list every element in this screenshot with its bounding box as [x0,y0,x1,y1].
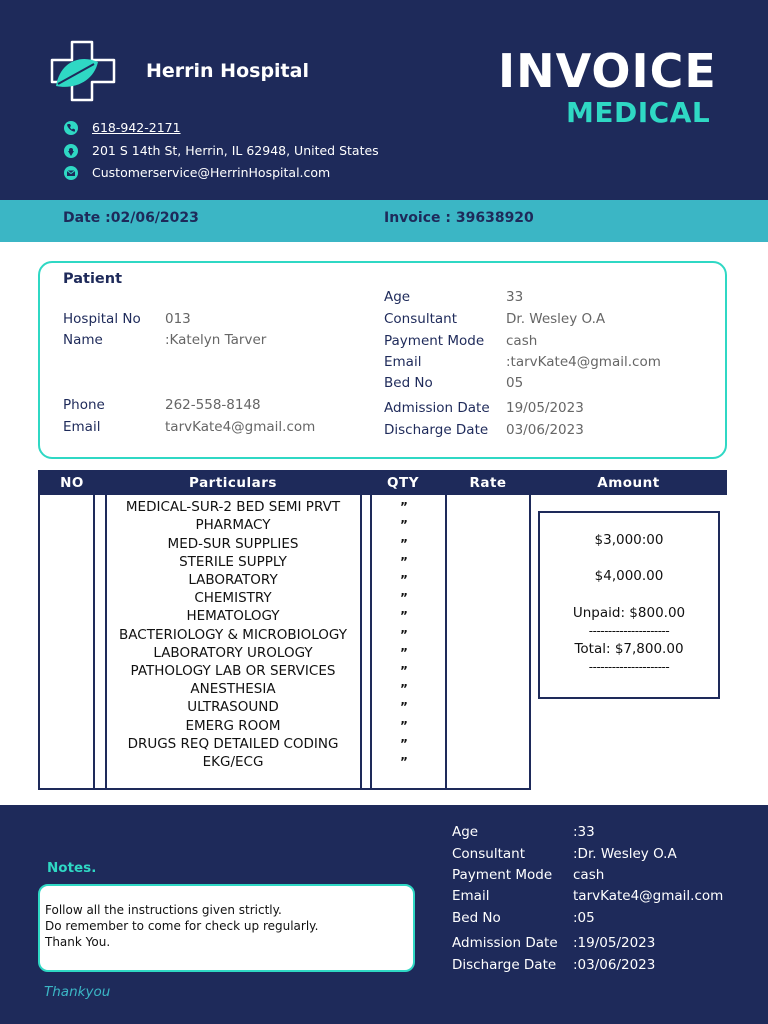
email-text: Customerservice@HerrinHospital.com [92,165,331,180]
footer-admission-value: :19/05/2023 [573,935,656,951]
qty-ditto: ” [400,682,408,696]
invoice-title: INVOICE [498,44,717,98]
col-header-qty: QTY [360,470,446,495]
amount-line-2: $4,000.00 [594,568,664,584]
footer-bed-label: Bed No [452,910,501,926]
table-divider [93,495,95,790]
footer-consultant-label: Consultant [452,846,525,862]
list-item: MED-SUR SUPPLIES [167,536,299,552]
name-value: :Katelyn Tarver [165,332,267,348]
payment-mode-value: cash [506,333,538,349]
qty-ditto: ” [400,555,408,569]
footer-email-value: tarvKate4@gmail.com [573,888,724,904]
consultant-label: Consultant [384,311,457,327]
footer-payment-label: Payment Mode [452,867,553,883]
list-item: DRUGS REQ DETAILED CODING [127,736,339,752]
phone-link[interactable]: 618-942-2171 [92,120,181,135]
qty-ditto: ” [400,628,408,642]
contact-phone [64,120,181,135]
footer-age-label: Age [452,824,479,840]
list-item: CHEMISTRY [194,590,272,606]
total-amount: Total: $7,800.00 [574,641,684,657]
col-header-particulars: Particulars [106,470,360,495]
qty-ditto: ” [400,573,408,587]
payment-mode-label: Payment Mode [384,333,485,349]
list-item: PHARMACY [195,517,271,533]
age-label: Age [384,289,411,305]
list-item: BACTERIOLOGY & MICROBIOLOGY [119,627,347,643]
footer-admission-label: Admission Date [452,935,558,951]
thankyou-text: Thankyou [44,984,111,1000]
qty-ditto: ” [400,737,408,751]
note-line: Do remember to come for check up regularly. [45,919,319,933]
list-item: ANESTHESIA [190,681,276,697]
bed-no-value: 05 [506,375,524,391]
phone-value: 262-558-8148 [165,397,261,413]
bed-no-label: Bed No [384,375,433,391]
phone-icon [64,121,78,135]
footer-age-value: :33 [573,824,595,840]
list-item: MEDICAL-SUR-2 BED SEMI PRVT [125,499,341,515]
discharge-date-label: Discharge Date [384,422,489,438]
hospital-name: Herrin Hospital [146,60,309,82]
list-item: STERILE SUPPLY [179,554,287,570]
contact-email [64,165,330,180]
hospital-no-value: 013 [165,311,191,327]
qty-ditto: ” [400,755,408,769]
invoice-number: Invoice : 39638920 [384,210,534,226]
list-item: ULTRASOUND [187,699,279,715]
qty-ditto: ” [400,700,408,714]
contact-address [64,143,379,158]
dash-separator: --------------------- [588,660,670,674]
qty-ditto: ” [400,500,408,514]
footer-email-label: Email [452,888,490,904]
col-header-no: NO [38,470,106,495]
footer-consultant-value: :Dr. Wesley O.A [573,846,677,862]
dash-separator: --------------------- [588,624,670,638]
hospital-logo-icon [50,40,116,102]
qty-ditto: ” [400,537,408,551]
footer-discharge-label: Discharge Date [452,957,557,973]
qty-ditto: ” [400,518,408,532]
note-line: Thank You. [45,935,111,949]
table-border-right [529,495,531,790]
table-border-left [38,495,40,790]
list-item: HEMATOLOGY [186,608,280,624]
email2-label: Email [384,354,422,370]
admission-date-value: 19/05/2023 [506,400,584,416]
list-item: LABORATORY [188,572,278,588]
amount-line-1: $3,000:00 [594,532,664,548]
notes-title: Notes. [47,860,97,876]
patient-section-title: Patient [63,271,123,287]
name-label: Name [63,332,103,348]
unpaid-amount: Unpaid: $800.00 [572,605,686,621]
admission-date-label: Admission Date [384,400,490,416]
hospital-no-label: Hospital No [63,311,141,327]
list-item: EMERG ROOM [185,718,281,734]
mail-icon [64,166,78,180]
consultant-value: Dr. Wesley O.A [506,311,606,327]
qty-ditto: ” [400,609,408,623]
footer-bed-value: :05 [573,910,595,926]
email2-value: :tarvKate4@gmail.com [506,354,661,370]
invoice-subtitle: MEDICAL [566,96,711,129]
footer-discharge-value: :03/06/2023 [573,957,656,973]
address-text: 201 S 14th St, Herrin, IL 62948, United States [92,143,379,158]
discharge-date-value: 03/06/2023 [506,422,584,438]
note-line: Follow all the instructions given strictly. [45,903,282,917]
list-item: EKG/ECG [202,754,264,770]
email-label: Email [63,419,101,435]
list-item: LABORATORY UROLOGY [153,645,313,661]
email-value: tarvKate4@gmail.com [165,419,316,435]
col-header-amount: Amount [530,470,727,495]
footer-payment-value: cash [573,867,605,883]
qty-ditto: ” [400,719,408,733]
col-header-rate: Rate [446,470,530,495]
qty-ditto: ” [400,646,408,660]
location-pin-icon [64,144,78,158]
phone-label: Phone [63,397,105,413]
invoice-date: Date :02/06/2023 [63,210,199,226]
qty-ditto: ” [400,591,408,605]
qty-ditto: ” [400,664,408,678]
age-value: 33 [506,289,524,305]
table-border-bottom [38,788,531,790]
list-item: PATHOLOGY LAB OR SERVICES [130,663,336,679]
